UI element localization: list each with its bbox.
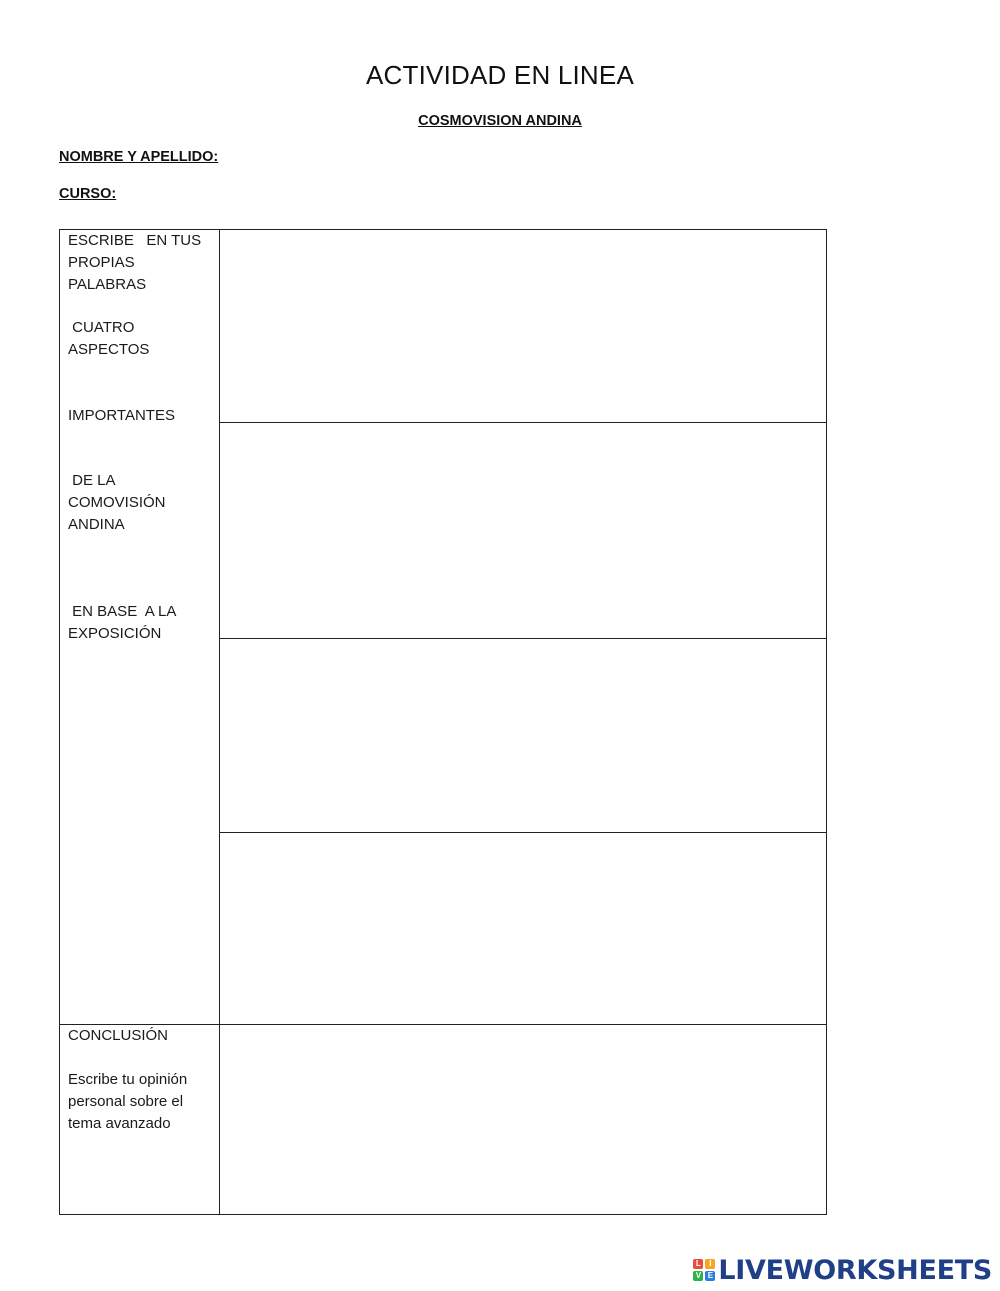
answer-box-4[interactable] bbox=[220, 833, 826, 1024]
logo-text: LIVEWORKSHEETS bbox=[718, 1254, 992, 1286]
answer-box-2[interactable] bbox=[220, 423, 826, 638]
instruction-line-2: CUATRO ASPECTOS bbox=[68, 319, 150, 358]
worksheet-table bbox=[59, 229, 827, 1215]
page-title: ACTIVIDAD EN LINEA bbox=[366, 60, 634, 90]
conclusion-prompt: Escribe tu opinión personal sobre el tema avanzado bbox=[68, 1071, 192, 1132]
logo-mark-icon bbox=[693, 1259, 715, 1281]
instruction-line-4: DE LA COMOVISIÓN ANDINA bbox=[68, 472, 169, 533]
logo-mark-letter: E bbox=[705, 1271, 715, 1281]
instruction-line-5: EN BASE A LA EXPOSICIÓN bbox=[68, 603, 180, 642]
conclusion-answer-box[interactable] bbox=[220, 1025, 826, 1214]
liveworksheets-logo[interactable] bbox=[693, 1255, 992, 1285]
answer-box-1[interactable] bbox=[220, 230, 826, 422]
logo-mark-letter: V bbox=[693, 1271, 703, 1281]
logo-mark-letter: L bbox=[693, 1259, 703, 1269]
course-label: CURSO: bbox=[59, 186, 117, 202]
name-label: NOMBRE Y APELLIDO: bbox=[59, 149, 219, 165]
logo-mark-letter: I bbox=[705, 1259, 715, 1269]
page-subtitle: COSMOVISION ANDINA bbox=[418, 113, 582, 129]
answer-box-3[interactable] bbox=[220, 639, 826, 832]
instruction-line-1: ESCRIBE EN TUS PROPIAS PALABRAS bbox=[68, 232, 206, 293]
conclusion-title: CONCLUSIÓN bbox=[68, 1027, 169, 1044]
instruction-line-3: IMPORTANTES bbox=[68, 407, 175, 424]
